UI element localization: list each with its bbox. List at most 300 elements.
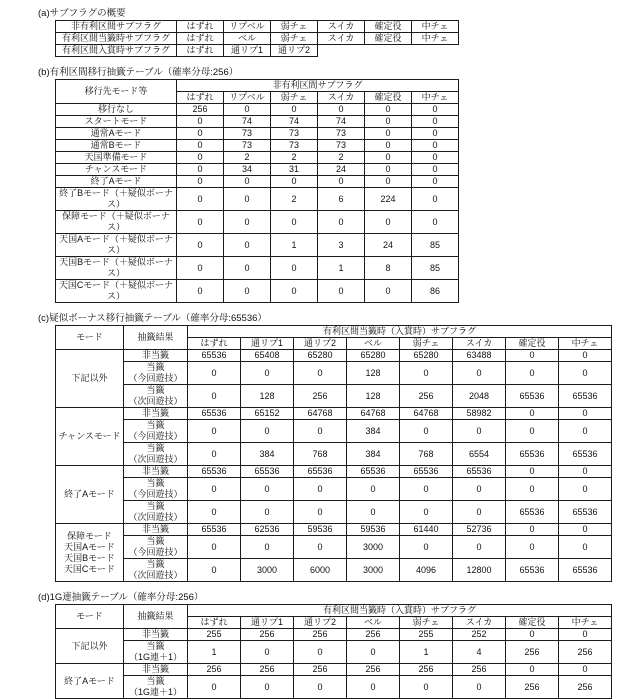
mode-label: 天国Bモード（＋疑似ボーナス） (56, 257, 177, 280)
column-header: はずれ (188, 617, 241, 629)
result-label: 当籤 （1G連＋1） (124, 676, 188, 699)
value-cell: 0 (188, 478, 241, 501)
value-cell: 0 (241, 676, 294, 699)
result-label: 当籤 （今回遊技） (124, 478, 188, 501)
value-cell: 0 (365, 116, 412, 128)
value-cell: 0 (559, 524, 612, 536)
value-cell: 0 (400, 420, 453, 443)
mode-header: モード (56, 326, 124, 350)
value-cell: 73 (318, 128, 365, 140)
value-cell: 0 (559, 664, 612, 676)
column-header: スイカ (318, 92, 365, 104)
value-cell: 128 (347, 362, 400, 385)
mode-label: 天国Cモード（＋疑似ボーナス） (56, 280, 177, 303)
column-header: 中チェ (559, 338, 612, 350)
value-cell: 0 (506, 629, 559, 641)
value-cell: 0 (294, 676, 347, 699)
table-row (56, 524, 612, 536)
value-cell: 256 (347, 629, 400, 641)
value-cell: 0 (177, 140, 224, 152)
table-row (56, 664, 612, 676)
result-header: 抽籤結果 (124, 326, 188, 350)
column-header: リプベル (224, 92, 271, 104)
section-d (38, 592, 640, 699)
table-row (56, 443, 612, 466)
value-cell: 0 (318, 211, 365, 234)
table-row (56, 152, 459, 164)
row-label: 非有利区間サブフラグ (56, 21, 177, 33)
table-row (56, 164, 459, 176)
value-cell: 0 (412, 164, 459, 176)
value-cell: 0 (177, 176, 224, 188)
value-cell: 65536 (559, 443, 612, 466)
value-cell: 768 (400, 443, 453, 466)
value-cell: 85 (412, 257, 459, 280)
value-cell: 0 (559, 420, 612, 443)
value-cell: 256 (453, 664, 506, 676)
value-cell: 0 (453, 478, 506, 501)
value-cell: 0 (506, 536, 559, 559)
table-row (56, 21, 459, 33)
value-cell: 2 (318, 152, 365, 164)
mode-label: スタートモード (56, 116, 177, 128)
table-row (56, 362, 612, 385)
result-label: 非当籤 (124, 629, 188, 641)
column-header: 中チェ (559, 617, 612, 629)
mode-label: 終了Aモード (56, 466, 124, 524)
table-b-title: (b)有利区間移行抽籤テーブル（確率分母:256） (38, 67, 239, 78)
value-cell: 0 (271, 280, 318, 303)
subflag-cell: スイカ (318, 33, 365, 45)
value-cell: 0 (188, 536, 241, 559)
value-cell: 0 (400, 501, 453, 524)
value-cell: 0 (294, 362, 347, 385)
value-cell: 0 (241, 501, 294, 524)
value-cell: 128 (347, 385, 400, 408)
column-header: 通リプ2 (294, 617, 347, 629)
value-cell: 52736 (453, 524, 506, 536)
value-cell: 65536 (188, 408, 241, 420)
mode-label: チャンスモード (56, 408, 124, 466)
subflag-cell: 弱チェ (271, 21, 318, 33)
value-cell: 0 (365, 128, 412, 140)
value-cell: 0 (241, 420, 294, 443)
table-row (56, 128, 459, 140)
value-cell: 86 (412, 280, 459, 303)
result-label: 非当籤 (124, 350, 188, 362)
row-label: 有利区間入賞時サブフラグ (56, 45, 177, 57)
table-row (56, 234, 459, 257)
value-cell: 24 (318, 164, 365, 176)
value-cell: 65536 (559, 385, 612, 408)
value-cell: 0 (412, 128, 459, 140)
value-cell: 0 (453, 420, 506, 443)
column-header: 確定役 (506, 338, 559, 350)
table-row (56, 257, 459, 280)
value-cell: 1 (271, 234, 318, 257)
value-cell: 0 (241, 362, 294, 385)
result-label: 当籤 （今回遊技） (124, 536, 188, 559)
value-cell: 65536 (400, 466, 453, 478)
value-cell: 2 (271, 188, 318, 211)
value-cell: 4096 (400, 559, 453, 582)
value-cell: 0 (453, 536, 506, 559)
value-cell: 65536 (347, 466, 400, 478)
value-cell: 3000 (241, 559, 294, 582)
section-a (38, 8, 640, 57)
value-cell: 65536 (453, 466, 506, 478)
value-cell: 3000 (347, 559, 400, 582)
column-header: はずれ (177, 92, 224, 104)
subflag-cell: はずれ (177, 33, 224, 45)
value-cell: 256 (400, 385, 453, 408)
value-cell: 0 (294, 478, 347, 501)
value-cell: 0 (271, 211, 318, 234)
subflag-cell: スイカ (318, 21, 365, 33)
subflag-cell: 確定役 (365, 21, 412, 33)
corner-header: 移行先モード等 (56, 80, 177, 104)
value-cell: 768 (294, 443, 347, 466)
column-header: はずれ (188, 338, 241, 350)
value-cell: 256 (400, 664, 453, 676)
value-cell: 0 (412, 140, 459, 152)
mode-label: 移行なし (56, 104, 177, 116)
value-cell: 255 (400, 629, 453, 641)
value-cell: 0 (294, 420, 347, 443)
value-cell: 0 (294, 641, 347, 664)
value-cell: 0 (412, 176, 459, 188)
mode-label: 保障モード 天国Aモード 天国Bモード 天国Cモード (56, 524, 124, 582)
value-cell: 73 (318, 140, 365, 152)
table-d-title: (d)1G連抽籤テーブル（確率分母:256） (38, 592, 204, 603)
value-cell: 0 (412, 116, 459, 128)
subflag-cell: 中チェ (412, 33, 459, 45)
value-cell: 73 (224, 140, 271, 152)
value-cell: 256 (294, 664, 347, 676)
value-cell: 256 (559, 641, 612, 664)
column-header: 通リプ1 (241, 617, 294, 629)
table-row (56, 45, 459, 57)
value-cell: 256 (294, 629, 347, 641)
table-row (56, 211, 459, 234)
header-row (56, 326, 612, 338)
result-label: 非当籤 (124, 524, 188, 536)
value-cell: 384 (347, 420, 400, 443)
table-row (56, 280, 459, 303)
table-row (56, 350, 612, 362)
value-cell: 0 (365, 104, 412, 116)
value-cell: 0 (271, 176, 318, 188)
value-cell: 0 (506, 362, 559, 385)
value-cell: 0 (271, 104, 318, 116)
value-cell: 59536 (294, 524, 347, 536)
value-cell: 0 (188, 443, 241, 466)
value-cell: 0 (559, 629, 612, 641)
value-cell: 24 (365, 234, 412, 257)
row-label: 有利区間当籤時サブフラグ (56, 33, 177, 45)
result-label: 当籤 （次回遊技） (124, 559, 188, 582)
value-cell: 0 (188, 362, 241, 385)
table-row (56, 536, 612, 559)
value-cell: 0 (400, 676, 453, 699)
column-header: 通リプ1 (241, 338, 294, 350)
value-cell: 0 (224, 104, 271, 116)
value-cell: 0 (177, 234, 224, 257)
value-cell: 58982 (453, 408, 506, 420)
value-cell: 256 (294, 385, 347, 408)
value-cell: 6554 (453, 443, 506, 466)
value-cell: 64768 (294, 408, 347, 420)
table-row (56, 501, 612, 524)
subflag-cell: 確定役 (365, 33, 412, 45)
result-label: 非当籤 (124, 408, 188, 420)
mode-label: 終了Aモード (56, 664, 124, 699)
value-cell: 1 (188, 641, 241, 664)
value-cell: 2 (271, 152, 318, 164)
value-cell: 74 (318, 116, 365, 128)
column-header: 弱チェ (400, 338, 453, 350)
advantage-zone-transition-table (55, 79, 459, 303)
value-cell: 0 (271, 257, 318, 280)
value-cell: 73 (271, 128, 318, 140)
value-cell: 0 (365, 164, 412, 176)
span-header: 有利区間当籤時（入賞時）サブフラグ (188, 605, 612, 617)
table-row (56, 140, 459, 152)
section-b (38, 67, 640, 303)
subflag-overview-table (55, 20, 459, 57)
value-cell: 1 (400, 641, 453, 664)
subflag-cell: リプベル (224, 21, 271, 33)
header-row (56, 605, 612, 617)
table-row (56, 176, 459, 188)
value-cell: 0 (453, 362, 506, 385)
value-cell: 256 (241, 629, 294, 641)
value-cell: 0 (365, 280, 412, 303)
table-row (56, 408, 612, 420)
value-cell: 65280 (400, 350, 453, 362)
value-cell: 0 (347, 676, 400, 699)
table-row (56, 641, 612, 664)
value-cell: 65536 (241, 466, 294, 478)
value-cell: 65280 (294, 350, 347, 362)
mode-label: 天国Aモード（＋疑似ボーナス） (56, 234, 177, 257)
span-header: 有利区間当籤時（入賞時）サブフラグ (188, 326, 612, 338)
value-cell: 0 (347, 641, 400, 664)
table-row (56, 676, 612, 699)
value-cell: 3 (318, 234, 365, 257)
value-cell: 65536 (506, 443, 559, 466)
value-cell: 65536 (506, 385, 559, 408)
value-cell: 0 (559, 536, 612, 559)
value-cell: 0 (365, 176, 412, 188)
result-label: 当籤 （今回遊技） (124, 362, 188, 385)
mode-header: モード (56, 605, 124, 629)
value-cell: 65536 (188, 350, 241, 362)
column-header: ベル (347, 617, 400, 629)
value-cell: 65280 (347, 350, 400, 362)
value-cell: 256 (506, 676, 559, 699)
value-cell: 384 (347, 443, 400, 466)
value-cell: 0 (412, 152, 459, 164)
value-cell: 2 (224, 152, 271, 164)
value-cell: 256 (347, 664, 400, 676)
value-cell: 1 (318, 257, 365, 280)
value-cell: 65536 (506, 501, 559, 524)
subflag-cell: 弱チェ (271, 33, 318, 45)
value-cell: 65152 (241, 408, 294, 420)
value-cell: 0 (241, 536, 294, 559)
value-cell: 384 (241, 443, 294, 466)
value-cell: 255 (188, 629, 241, 641)
subflag-cell: 中チェ (412, 21, 459, 33)
value-cell: 73 (224, 128, 271, 140)
value-cell: 256 (241, 664, 294, 676)
value-cell: 6 (318, 188, 365, 211)
value-cell: 0 (559, 478, 612, 501)
value-cell: 65408 (241, 350, 294, 362)
column-header: 弱チェ (271, 92, 318, 104)
value-cell: 0 (453, 501, 506, 524)
value-cell: 0 (506, 420, 559, 443)
value-cell: 128 (241, 385, 294, 408)
mode-label: 保障モード（＋疑似ボーナス） (56, 211, 177, 234)
column-header: 弱チェ (400, 617, 453, 629)
value-cell: 6000 (294, 559, 347, 582)
table-row (56, 466, 612, 478)
column-header: 中チェ (412, 92, 459, 104)
subflag-cell: ベル (224, 33, 271, 45)
result-label: 当籤 （1G連＋1） (124, 641, 188, 664)
value-cell: 0 (400, 536, 453, 559)
value-cell: 65536 (506, 559, 559, 582)
value-cell: 0 (453, 676, 506, 699)
mode-label: 通常Aモード (56, 128, 177, 140)
subflag-cell: 通リプ1 (224, 45, 271, 57)
section-c (38, 313, 640, 582)
value-cell: 0 (177, 257, 224, 280)
value-cell: 0 (177, 128, 224, 140)
table-row (56, 188, 459, 211)
value-cell: 0 (294, 536, 347, 559)
value-cell: 0 (412, 104, 459, 116)
value-cell: 0 (365, 140, 412, 152)
table-row (56, 629, 612, 641)
mode-label: 下記以外 (56, 629, 124, 664)
column-header: スイカ (453, 338, 506, 350)
column-header: 確定役 (365, 92, 412, 104)
value-cell: 65536 (188, 466, 241, 478)
value-cell: 0 (241, 641, 294, 664)
value-cell: 74 (224, 116, 271, 128)
column-header: 確定役 (506, 617, 559, 629)
mode-label: 通常Bモード (56, 140, 177, 152)
value-cell: 0 (241, 478, 294, 501)
value-cell: 0 (412, 188, 459, 211)
value-cell: 65536 (559, 559, 612, 582)
value-cell: 252 (453, 629, 506, 641)
value-cell: 0 (506, 466, 559, 478)
table-row (56, 116, 459, 128)
value-cell: 0 (506, 350, 559, 362)
span-header: 非有利区間サブフラグ (177, 80, 459, 92)
value-cell: 0 (506, 408, 559, 420)
value-cell: 0 (347, 478, 400, 501)
value-cell: 0 (188, 501, 241, 524)
table-a-title: (a)サブフラグの概要 (38, 8, 126, 19)
value-cell: 61440 (400, 524, 453, 536)
value-cell: 0 (177, 280, 224, 303)
value-cell: 0 (188, 385, 241, 408)
value-cell: 0 (224, 188, 271, 211)
subflag-cell: はずれ (177, 21, 224, 33)
value-cell: 0 (224, 280, 271, 303)
value-cell: 0 (224, 211, 271, 234)
value-cell: 0 (347, 501, 400, 524)
value-cell: 0 (318, 280, 365, 303)
value-cell: 8 (365, 257, 412, 280)
column-header: 通リプ2 (294, 338, 347, 350)
value-cell: 0 (506, 664, 559, 676)
value-cell: 34 (224, 164, 271, 176)
value-cell: 64768 (400, 408, 453, 420)
value-cell: 0 (559, 362, 612, 385)
value-cell: 85 (412, 234, 459, 257)
value-cell: 65536 (559, 501, 612, 524)
mode-label: 終了Bモード（＋疑似ボーナス） (56, 188, 177, 211)
result-label: 非当籤 (124, 664, 188, 676)
value-cell: 0 (318, 104, 365, 116)
value-cell: 2048 (453, 385, 506, 408)
value-cell: 224 (365, 188, 412, 211)
one-game-chain-lottery-table (55, 604, 612, 699)
value-cell: 0 (506, 478, 559, 501)
value-cell: 65536 (188, 524, 241, 536)
table-row (56, 385, 612, 408)
header-row (56, 80, 459, 92)
value-cell: 0 (400, 362, 453, 385)
value-cell: 0 (188, 559, 241, 582)
value-cell: 0 (224, 234, 271, 257)
table-row (56, 420, 612, 443)
column-header: ベル (347, 338, 400, 350)
result-label: 当籤 （次回遊技） (124, 443, 188, 466)
value-cell: 0 (294, 501, 347, 524)
value-cell: 256 (506, 641, 559, 664)
result-label: 非当籤 (124, 466, 188, 478)
subflag-cell: 通リプ2 (271, 45, 318, 57)
value-cell: 0 (559, 466, 612, 478)
table-row (56, 104, 459, 116)
value-cell: 0 (318, 176, 365, 188)
pseudo-bonus-transition-table (55, 325, 612, 582)
value-cell: 59536 (347, 524, 400, 536)
value-cell: 0 (412, 211, 459, 234)
mode-label: 下記以外 (56, 350, 124, 408)
value-cell: 0 (177, 164, 224, 176)
value-cell: 4 (453, 641, 506, 664)
value-cell: 63488 (453, 350, 506, 362)
value-cell: 0 (224, 257, 271, 280)
value-cell: 65536 (294, 466, 347, 478)
value-cell: 0 (400, 478, 453, 501)
mode-label: 終了Aモード (56, 176, 177, 188)
table-c-title: (c)疑似ボーナス移行抽籤テーブル（確率分母:65536） (38, 313, 267, 324)
value-cell: 0 (559, 408, 612, 420)
result-label: 当籤 （今回遊技） (124, 420, 188, 443)
result-header: 抽籤結果 (124, 605, 188, 629)
value-cell: 73 (271, 140, 318, 152)
value-cell: 256 (177, 104, 224, 116)
